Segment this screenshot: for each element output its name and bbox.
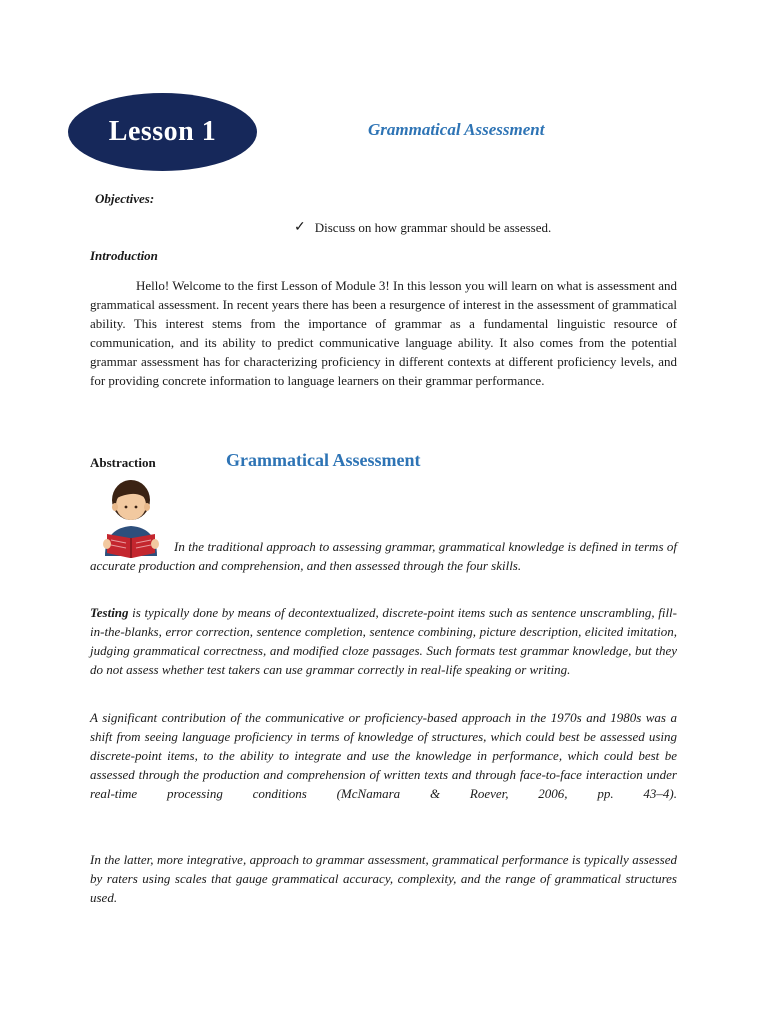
checkmark-icon: ✓ bbox=[294, 220, 306, 235]
objectives-label: Objectives: bbox=[95, 191, 155, 206]
abstraction-paragraph-1 bbox=[90, 537, 677, 575]
abstraction-title: Grammatical Assessment bbox=[226, 450, 421, 470]
objective-item bbox=[294, 219, 551, 236]
lesson-badge-label: Lesson 1 bbox=[108, 116, 217, 147]
lesson-title: Grammatical Assessment bbox=[368, 120, 545, 139]
abstraction-paragraph-2 bbox=[90, 603, 677, 679]
abstraction-paragraph-3: A significant contribution of the communicative or proficiency-based approach in the 1970s and 1980s was a shift from seeing language proficiency in terms of knowledge of structures, which could best be assessed using discrete-point items, to the ability to integrate and use the knowledge in performance, which could best be assessed through the production and comprehension of written texts and through face-to-face interaction under real-time processing conditions (McNamara & Roever, 2006, pp. 43–4). bbox=[90, 710, 677, 801]
abstraction-label: Abstraction bbox=[90, 455, 156, 470]
abstraction-paragraph-2-text: is typically done by means of decontextualized, discrete-point items such as sentence unscrambling, fill-in-the-blanks, error correction, sentence completion, sentence combining, picture description, elicited imitation, judging grammatical correctness, and modified cloze passages. Such formats test grammar knowledge, but they do not assess whether test takers can use grammar correctly in real-life speaking or writing. bbox=[90, 605, 677, 677]
lesson-badge bbox=[68, 93, 257, 171]
introduction-label: Introduction bbox=[90, 248, 158, 263]
objective-text: Discuss on how grammar should be assessed. bbox=[314, 219, 552, 235]
introduction-text: Hello! Welcome to the first Lesson of Module 3! In this lesson you will learn on what is assessment and grammatical assessment. In recent years there has been a resurgence of interest in the assessment of grammatical ability. This interest stems from the importance of grammar as a fundamental linguistic resource of communication, and its ability to predict communicative language ability. It also comes from the potential grammar assessment has for characterizing proficiency in different contexts at different proficiency levels, and for providing concrete information to language learners on their grammar performance. bbox=[90, 278, 677, 388]
abstraction-paragraph-1-text: In the traditional approach to assessing grammar, grammatical knowledge is defined in terms of accurate production and comprehension, and then assessed through the four skills. bbox=[90, 539, 677, 573]
testing-term: Testing bbox=[90, 605, 129, 620]
abstraction-paragraph-4: In the latter, more integrative, approach to grammar assessment, grammatical performance is typically assessed by raters using scales that gauge grammatical accuracy, complexity, and the range of grammatical structures used. bbox=[90, 852, 677, 905]
